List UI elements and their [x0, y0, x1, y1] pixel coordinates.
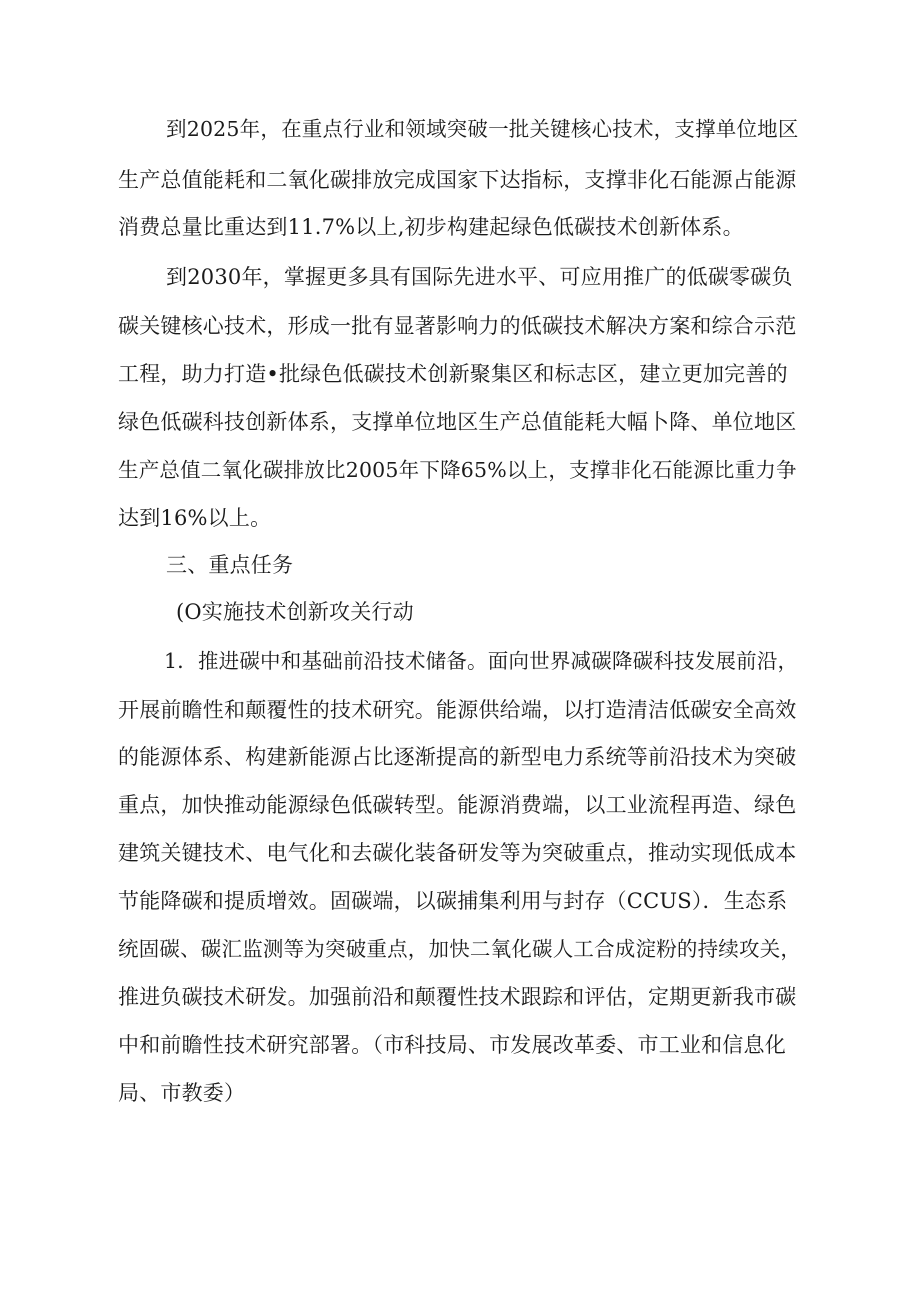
paragraph-2025-line-2: 生产总值能耗和二氧化碳排放完成国家下达指标，支撑非化石能源占能源 [118, 168, 797, 192]
paragraph-item1-line-3: 的能源体系、构建新能源占比逐渐提高的新型电力系统等前沿技术为突破 [118, 745, 797, 769]
paragraph-item1-line-9: 中和前瞻性技术研究部署。（市科技局、市发展改革委、市工业和信息化 [118, 1033, 786, 1057]
paragraph-2030-line-6: 达到16%以上。 [118, 506, 272, 530]
paragraph-item1-line-4: 重点，加快推动能源绿色低碳转型。能源消费端，以工业流程再造、绿色 [118, 793, 797, 817]
paragraph-2030-line-5: 生产总值二氧化碳排放比2005年下降65%以上，支撑非化石能源比重力争 [118, 458, 797, 482]
paragraph-item1-line-7: 统固碳、碳汇监测等为突破重点，加快二氧化碳人工合成淀粉的持续攻关， [118, 937, 802, 961]
paragraph-item1-line-10: 局、市教委） [118, 1081, 246, 1105]
paragraph-2030-line-1: 到2030年，掌握更多具有国际先进水平、可应用推广的低碳零碳负 [166, 265, 793, 289]
section-heading: 三、重点任务 [166, 553, 294, 577]
subsection-heading: (O实施技术创新攻关行动 [176, 600, 414, 624]
paragraph-item1-line-1: 1．推进碳中和基础前沿技术储备。面向世界减碳降碳科技发展前沿， [164, 649, 799, 673]
paragraph-2030-line-3: 工程，助力打造•批绿色低碳技术创新聚集区和标志区，建立更加完善的 [118, 362, 788, 386]
paragraph-item1-line-6: 节能降碳和提质增效。固碳端，以碳捕集利用与封存（CCUS）．生态系 [118, 889, 788, 913]
paragraph-item1-line-2: 开展前瞻性和颠覆性的技术研究。能源供给端，以打造清洁低碳安全高效 [118, 698, 797, 722]
paragraph-item1-line-5: 建筑关键技术、电气化和去碳化装备研发等为突破重点，推动实现低成本 [118, 841, 797, 865]
paragraph-2030-line-4: 绿色低碳科技创新体系，支撑单位地区生产总值能耗大幅卜降、单位地区 [118, 410, 797, 434]
paragraph-item1-line-8: 推进负碳技术研发。加强前沿和颠覆性技术跟踪和评估，定期更新我市碳 [118, 985, 797, 1009]
paragraph-2030-line-2: 碳关键核心技术，形成一批有显著影响力的低碳技术解决方案和综合示范 [118, 314, 797, 338]
paragraph-2025-line-1: 到2025年，在重点行业和领域突破一批关键核心技术，支撑单位地区 [166, 117, 799, 141]
paragraph-2025-line-3: 消费总量比重达到11.7%以上,初步构建起绿色低碳技术创新体系。 [118, 215, 744, 239]
